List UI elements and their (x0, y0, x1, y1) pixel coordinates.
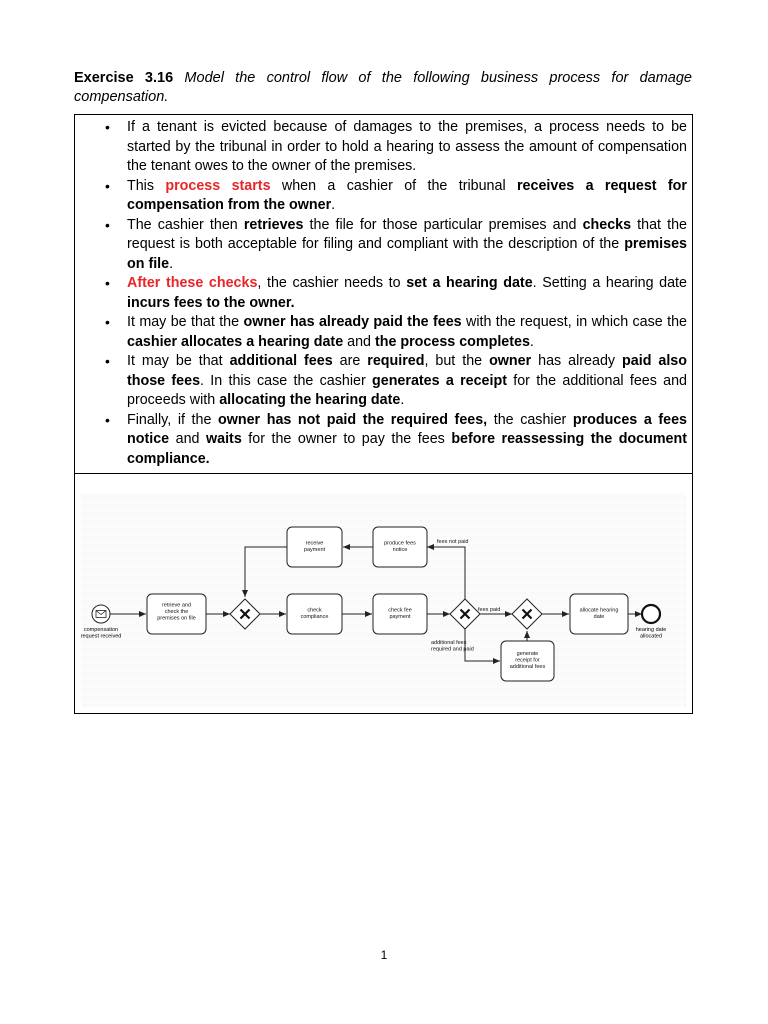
requirement-text-segment: owner has not paid the required fees, (218, 411, 488, 428)
receipt-label-3: additional fees (509, 664, 546, 670)
requirement-text-segment: . (529, 333, 534, 350)
check-fee-label-2: payment (389, 614, 411, 620)
requirement-item (127, 411, 687, 470)
flow-receive-to-merge (245, 547, 287, 597)
requirement-text-segment: The cashier then (127, 216, 244, 233)
allocate-label-1: allocate hearing (579, 607, 619, 614)
label-additional-fees-2: required and paid (431, 646, 474, 653)
requirement-text-segment: premises on file (127, 236, 687, 272)
check-fee-label-1: check fee (388, 607, 412, 614)
requirement-text-segment: and (169, 431, 207, 447)
check-compliance-label-1: check (307, 607, 322, 614)
requirement-text-segment: . (331, 197, 336, 213)
produce-notice-label-1: produce fees (384, 540, 416, 547)
requirement-text-segment: are (332, 353, 368, 369)
requirement-text-segment: the process completes (374, 333, 530, 350)
requirement-text-segment: Finally, if the (127, 411, 219, 428)
requirement-text-segment: the file for those particular premises and (303, 216, 583, 233)
bpmn-diagram (81, 493, 686, 707)
check-compliance-label-2: compliance (300, 614, 329, 620)
requirement-item (127, 216, 687, 275)
requirement-text-segment: for the additional fees and proceeds with (127, 372, 688, 408)
label-fees-not-paid: fees not paid (437, 539, 469, 545)
exercise-heading (74, 69, 692, 107)
retrieve-label-2: check the (164, 609, 189, 615)
label-additional-fees-1: additional fees (431, 640, 467, 646)
gateway-fee-split (450, 599, 480, 629)
produce-notice-label-2: notice (392, 547, 408, 553)
requirement-text-segment: that the request is both acceptable for filing and compliant with the description of the (127, 216, 687, 252)
exercise-label: Exercise 3.16 (74, 70, 174, 86)
requirement-text-segment: . Setting a hearing date (532, 275, 687, 291)
requirement-text-segment: set a hearing date (406, 275, 533, 291)
requirement-item (127, 352, 687, 411)
requirement-text-segment: This (127, 177, 166, 194)
requirement-text-segment: If a tenant is evicted because of damages to the premises, a process needs to be started by the tribunal in order to hold a hearing to assess the amount of compensation the tenant owes to the owner of the premises. (127, 119, 687, 174)
requirement-text-segment: paid also those fees (127, 353, 687, 389)
exercise-table (74, 114, 693, 714)
requirement-text-segment: required (367, 353, 425, 369)
requirement-text-segment: waits (206, 431, 242, 447)
requirements-cell (75, 115, 692, 474)
requirements-list (127, 118, 687, 469)
requirement-text-segment: retrieves (243, 216, 304, 233)
end-event-label-2: allocated (639, 633, 663, 640)
tasks (147, 527, 628, 681)
requirement-text-segment: incurs fees to the owner. (127, 294, 295, 311)
page-number: 1 (380, 948, 388, 962)
flow-fees-not-paid (427, 547, 465, 599)
requirement-text-segment: and (343, 333, 375, 350)
requirement-item (127, 118, 687, 177)
gateway-join (512, 599, 542, 629)
requirement-text-segment: for the owner to pay the fees (241, 431, 452, 447)
receive-payment-label-1: receive (305, 540, 324, 547)
requirement-text-segment: receives a request for compensation from the owner (127, 177, 687, 213)
allocate-label-2: date (593, 614, 605, 620)
end-event-label-1: hearing date (635, 627, 667, 633)
requirement-text-segment: process starts (165, 177, 271, 194)
flow-additional-fees (465, 629, 500, 661)
gateway-merge (230, 599, 260, 629)
exercise-description: Model the control flow of the following business process for damage compensation. (74, 70, 692, 105)
requirement-text-segment: generates a receipt (372, 372, 507, 389)
requirement-text-segment: , but the (424, 353, 490, 369)
bpmn-diagram-svg (81, 493, 686, 707)
requirement-text-segment: checks (582, 216, 632, 233)
requirement-text-segment: owner has already paid the fees (243, 314, 462, 330)
requirement-text-segment: allocating the hearing date (219, 392, 401, 408)
requirement-text-segment: After these checks (127, 275, 258, 291)
requirement-text-segment: produces a fees notice (127, 411, 687, 447)
requirement-text-segment: the cashier (487, 411, 573, 428)
requirement-text-segment: It may be that (127, 353, 230, 369)
start-event-label-2: request received (81, 633, 122, 640)
requirement-text-segment: . In this case the cashier (200, 372, 373, 389)
requirement-text-segment: with the request, in which case the (461, 314, 687, 330)
requirement-text-segment: , the cashier needs to (257, 275, 407, 291)
end-event (636, 605, 667, 640)
receipt-label-2: receipt for (515, 657, 540, 664)
receipt-label-1: generate (516, 651, 539, 657)
requirement-text-segment: cashier allocates a hearing date (127, 333, 344, 350)
requirement-text-segment: . (400, 392, 405, 408)
receive-payment-label-2: payment (303, 547, 326, 553)
requirement-text-segment: when a cashier of the tribunal (270, 177, 517, 194)
requirement-item (127, 274, 687, 313)
start-event-label-1: compensation (83, 627, 119, 633)
requirement-item (127, 177, 687, 216)
requirement-text-segment: owner (489, 353, 532, 369)
label-fees-paid: fees paid (478, 607, 501, 613)
requirement-text-segment: . (169, 255, 174, 272)
retrieve-label-1: retrieve and (161, 602, 192, 609)
requirement-text-segment: It may be that the (127, 314, 244, 330)
requirement-text-segment: has already (531, 353, 623, 369)
requirement-text-segment: additional fees (229, 353, 333, 369)
requirement-item (127, 313, 687, 352)
start-event (81, 605, 121, 640)
requirement-text-segment: before reassessing the document compliance. (127, 431, 687, 467)
retrieve-label-3: premises on file (157, 615, 196, 622)
flow-labels (431, 539, 500, 653)
